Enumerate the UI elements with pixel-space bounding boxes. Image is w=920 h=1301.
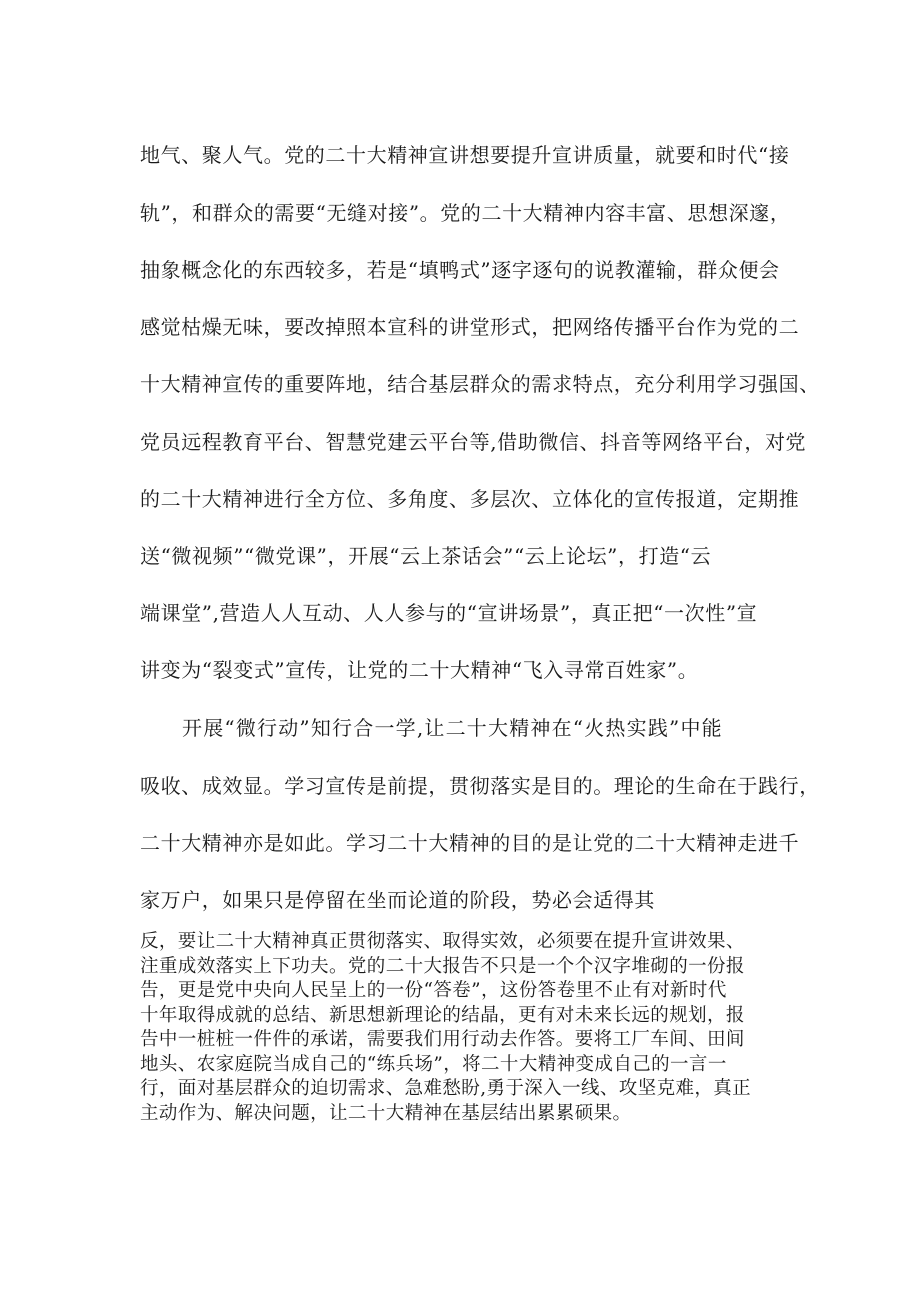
text-line-7: 的二十大精神进行全方位、多角度、多层次、立体化的宣传报道，定期推 [140, 487, 800, 511]
dense-line-5: 告中一桩桩一件件的承诺，需要我们用行动去作答。要将工厂车间、田间 [140, 1029, 745, 1050]
text-line-12: 吸收、成效显。学习宣传是前提，贯彻落实是目的。理论的生命在于践行， [140, 774, 820, 798]
text-line-6: 党员远程教育平台、智慧党建云平台等,借助微信、抖音等网络平台，对党 [140, 430, 807, 454]
text-line-2: 轨”，和群众的需要“无缝对接”。党的二十大精神内容丰富、思想深邃， [140, 201, 791, 225]
text-line-9: 端课堂”,营造人人互动、人人参与的“宣讲场景”，真正把“一次性”宣 [140, 601, 758, 625]
dense-line-6: 地头、农家庭院当成自己的“练兵场”，将二十大精神变成自己的一言一 [140, 1053, 727, 1075]
dense-line-7: 行，面对基层群众的迫切需求、急难愁盼,勇于深入一线、攻坚克难，真正 [140, 1078, 752, 1099]
dense-line-3: 告，更是党中央向人民呈上的一份“答卷”，这份答卷里不止有对新时代 [140, 980, 727, 1001]
text-line-5: 十大精神宣传的重要阵地，结合基层群众的需求特点，充分利用学习强国、 [140, 372, 820, 396]
text-line-14: 家万户，如果只是停留在坐而论道的阶段，势必会适得其 [140, 888, 655, 912]
text-line-13: 二十大精神亦是如此。学习二十大精神的目的是让党的二十大精神走进千 [140, 831, 800, 855]
dense-line-1: 反，要让二十大精神真正贯彻落实、取得实效，必须要在提升宣讲效果、 [140, 931, 745, 952]
text-line-3: 抽象概念化的东西较多，若是“填鸭式”逐字逐句的说教灌输，群众便会 [140, 258, 780, 282]
dense-paragraph [140, 930, 800, 1126]
text-line-8: 送“微视频”“微党课”，开展“云上茶话会”“云上论坛”，打造“云 [140, 544, 712, 568]
paragraph-heading-line: 开展“微行动”知行合一学,让二十大精神在“火热实践”中能 [182, 716, 723, 740]
text-line-10: 讲变为“裂变式”宣传，让党的二十大精神“飞入寻常百姓家”。 [140, 658, 699, 682]
text-line-4: 感觉枯燥无味，要改掉照本宣科的讲堂形式，把网络传播平台作为党的二 [140, 315, 800, 339]
dense-line-8: 主动作为、解决问题，让二十大精神在基层结出累累硕果。 [140, 1102, 632, 1124]
text-line-1: 地气、聚人气。党的二十大精神宣讲想要提升宣讲质量，就要和时代“接 [140, 143, 790, 167]
dense-line-2: 注重成效落实上下功夫。党的二十大报告不只是一个个汉字堆砌的一份报 [140, 955, 745, 977]
dense-line-4: 十年取得成就的总结、新思想新理论的结晶，更有对未来长远的规划，报 [140, 1004, 745, 1026]
